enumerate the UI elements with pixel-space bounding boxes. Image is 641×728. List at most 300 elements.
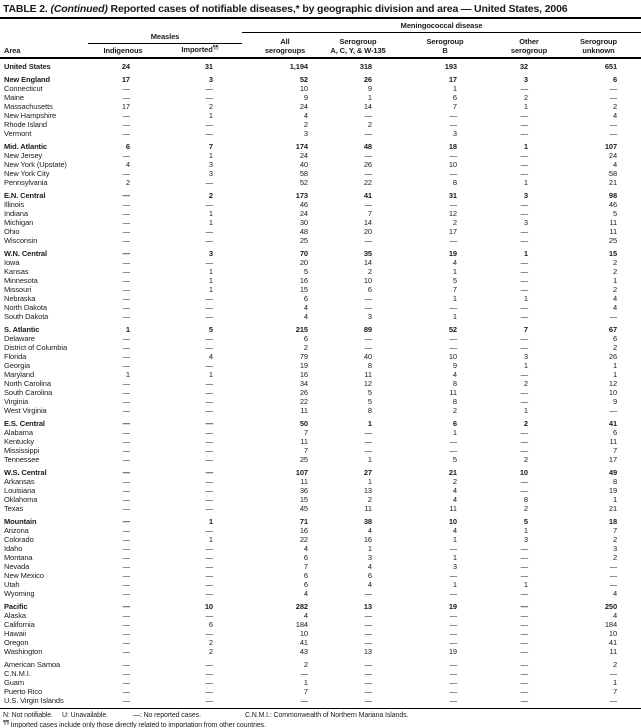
value-cell: 22 [299, 397, 308, 406]
value-cell: 24 [608, 151, 618, 160]
value-cell: 318 [359, 62, 372, 71]
spanner-row-measles [0, 32, 641, 43]
value-cell: 43 [299, 647, 308, 656]
value-cell: 32 [519, 62, 528, 71]
area-cell: E.N. Central [4, 191, 46, 200]
value-cell: 49 [608, 468, 618, 477]
footnote-cnmi: C.N.M.I.: Commonwealth of Northern Mariana Islands. [245, 712, 409, 719]
value-cell: 19 [448, 249, 457, 258]
table-row [0, 276, 641, 285]
value-cell: 26 [363, 75, 372, 84]
value-cell: 15 [608, 249, 618, 258]
area-cell: Alabama [4, 428, 33, 437]
value-cell: — [520, 151, 528, 160]
area-cell: Mountain [4, 517, 37, 526]
value-cell: 52 [299, 178, 308, 187]
area-cell: Nevada [4, 562, 30, 571]
value-cell: 8 [452, 379, 457, 388]
value-cell: — [609, 406, 618, 415]
value-cell: 1 [208, 111, 213, 120]
value-cell: — [520, 544, 528, 553]
value-cell: — [364, 294, 372, 303]
table-row [0, 379, 641, 388]
table-row [0, 151, 641, 160]
division-total-row [0, 71, 641, 84]
table-row [0, 129, 641, 138]
value-cell: — [520, 446, 528, 455]
value-cell: — [205, 312, 213, 321]
area-cell: Vermont [4, 129, 32, 138]
table-row [0, 629, 641, 638]
value-cell: 1 [452, 312, 457, 321]
value-cell: — [122, 495, 130, 504]
value-cell: — [205, 84, 213, 93]
value-cell: — [122, 620, 130, 629]
value-cell: 3 [523, 218, 528, 227]
value-cell: — [122, 544, 130, 553]
value-cell: 6 [125, 142, 130, 151]
value-cell: 21 [448, 468, 457, 477]
value-cell: 1 [612, 370, 618, 379]
value-cell: 11 [300, 437, 308, 446]
value-cell: 24 [121, 62, 130, 71]
value-cell: 41 [363, 191, 372, 200]
value-cell: — [122, 267, 130, 276]
value-cell: 40 [299, 160, 308, 169]
area-cell: Wisconsin [4, 236, 38, 245]
table-row [0, 486, 641, 495]
value-cell: 3 [367, 312, 372, 321]
value-cell: 40 [363, 352, 372, 361]
table-title-rest: Reported cases of notifiable diseases,* by geographic division and area — United States, 2006 [110, 3, 568, 15]
group-header-meningococcal-disease: Meningococcal disease [242, 19, 641, 32]
value-cell: 6 [452, 419, 457, 428]
value-cell: 58 [299, 169, 308, 178]
value-cell: — [205, 178, 213, 187]
table-row [0, 455, 641, 464]
division-total-row [0, 138, 641, 151]
value-cell: 35 [363, 249, 372, 258]
value-cell: — [364, 611, 372, 620]
value-cell: — [122, 218, 130, 227]
value-cell: 5 [367, 388, 372, 397]
area-cell: Michigan [4, 218, 34, 227]
value-cell: — [609, 312, 618, 321]
value-cell: — [364, 334, 372, 343]
area-cell: Maryland [4, 370, 35, 379]
value-cell: 2 [612, 267, 618, 276]
value-cell: 11 [609, 437, 618, 446]
value-cell: 6 [303, 571, 308, 580]
area-cell: Oklahoma [4, 495, 38, 504]
value-cell: 2 [452, 218, 457, 227]
area-cell: Washington [4, 647, 43, 656]
value-cell: — [520, 571, 528, 580]
value-cell: 67 [608, 325, 618, 334]
value-cell: 6 [208, 620, 213, 629]
value-cell: — [122, 660, 130, 669]
table-row [0, 656, 641, 669]
value-cell: 22 [299, 535, 308, 544]
value-cell: — [449, 687, 457, 696]
value-cell: — [520, 437, 528, 446]
value-cell: 10 [299, 84, 308, 93]
value-cell: 1 [208, 267, 213, 276]
value-cell: — [520, 84, 528, 93]
value-cell: 1 [125, 370, 130, 379]
column-header-all-serogroups: All serogroups [242, 32, 328, 58]
value-cell: — [205, 611, 213, 620]
value-cell: 1 [452, 428, 457, 437]
value-cell: 7 [303, 446, 308, 455]
value-cell: — [609, 84, 618, 93]
value-cell: — [205, 495, 213, 504]
area-cell: Kentucky [4, 437, 35, 446]
value-cell: 6 [612, 334, 618, 343]
value-cell: — [205, 406, 213, 415]
value-cell: 7 [303, 687, 308, 696]
value-cell: — [122, 397, 130, 406]
value-cell: 5 [303, 267, 308, 276]
value-cell: — [205, 428, 213, 437]
table-row [0, 120, 641, 129]
table-row [0, 687, 641, 696]
value-cell: 36 [299, 486, 308, 495]
value-cell: 250 [604, 602, 618, 611]
value-cell: — [205, 571, 213, 580]
table-header [0, 19, 641, 58]
value-cell: — [520, 236, 528, 245]
area-cell: Pacific [4, 602, 28, 611]
value-cell: — [122, 93, 130, 102]
value-cell: — [122, 406, 130, 415]
value-cell: 6 [303, 334, 308, 343]
area-cell: Kansas [4, 267, 29, 276]
footnote-not-notifiable: N: Not notifiable. [3, 712, 53, 719]
value-cell: 17 [448, 75, 457, 84]
spanner-row-meningococcal [0, 19, 641, 32]
value-cell: — [122, 361, 130, 370]
value-cell: — [122, 687, 130, 696]
footnote-marker-imported: ¶¶ [212, 44, 219, 51]
table-row [0, 370, 641, 379]
column-header-imported: Imported¶¶ [158, 43, 242, 58]
table-row [0, 437, 641, 446]
value-cell: 4 [612, 303, 618, 312]
value-cell: 79 [299, 352, 308, 361]
value-cell: — [449, 343, 457, 352]
value-cell: 6 [612, 428, 618, 437]
table-row [0, 209, 641, 218]
value-cell: 4 [452, 486, 457, 495]
value-cell: — [449, 111, 457, 120]
value-cell: — [520, 209, 528, 218]
division-total-row [0, 513, 641, 526]
value-cell: — [520, 343, 528, 352]
value-cell: — [520, 696, 528, 705]
value-cell: 4 [303, 111, 308, 120]
value-cell: — [449, 638, 457, 647]
table-body [0, 58, 641, 708]
value-cell: 107 [295, 468, 308, 477]
value-cell: 21 [608, 504, 618, 513]
value-cell: 1 [208, 535, 213, 544]
area-cell: American Samoa [4, 660, 61, 669]
value-cell: — [205, 258, 213, 267]
value-cell: 7 [452, 285, 457, 294]
value-cell: — [520, 129, 528, 138]
value-cell: 41 [299, 638, 308, 647]
table-row [0, 696, 641, 708]
value-cell: 8 [452, 397, 457, 406]
value-cell: 3 [523, 352, 528, 361]
area-cell: Mississippi [4, 446, 40, 455]
value-cell: — [520, 276, 528, 285]
area-cell: S. Atlantic [4, 325, 40, 334]
value-cell: — [449, 669, 457, 678]
value-cell: 14 [363, 102, 372, 111]
value-cell: — [609, 571, 618, 580]
area-cell: North Dakota [4, 303, 47, 312]
value-cell: — [122, 580, 130, 589]
column-header-other-serogroup: Other serogroup [502, 32, 556, 58]
value-cell: 5 [208, 325, 213, 334]
value-cell: 89 [363, 325, 372, 334]
area-cell: Tennessee [4, 455, 40, 464]
value-cell: 3 [208, 160, 213, 169]
value-cell: — [449, 571, 457, 580]
group-header-measles: Measles [88, 32, 242, 43]
value-cell: 38 [363, 517, 372, 526]
value-cell: 31 [204, 62, 213, 71]
area-cell: West Virginia [4, 406, 47, 415]
value-cell: — [520, 638, 528, 647]
value-cell: 1 [612, 495, 618, 504]
value-cell: 25 [299, 236, 308, 245]
value-cell: — [205, 468, 213, 477]
value-cell: 2 [612, 553, 618, 562]
notifiable-diseases-table [0, 19, 641, 708]
value-cell: — [364, 129, 372, 138]
value-cell: — [122, 191, 130, 200]
table-row [0, 294, 641, 303]
value-cell: — [205, 343, 213, 352]
value-cell: 1 [523, 102, 528, 111]
value-cell: 1 [367, 544, 372, 553]
value-cell: 34 [299, 379, 308, 388]
table-row [0, 611, 641, 620]
value-cell: — [122, 227, 130, 236]
value-cell: — [364, 236, 372, 245]
value-cell: 1 [367, 455, 372, 464]
value-cell: — [520, 669, 528, 678]
value-cell: 1 [452, 267, 457, 276]
value-cell: — [122, 696, 130, 705]
value-cell: — [609, 120, 618, 129]
division-total-row [0, 187, 641, 200]
value-cell: 173 [295, 191, 308, 200]
table-title [0, 0, 641, 17]
value-cell: — [205, 120, 213, 129]
value-cell: 2 [303, 660, 308, 669]
value-cell: 2 [523, 455, 528, 464]
value-cell: 7 [523, 325, 528, 334]
area-cell: Massachusetts [4, 102, 53, 111]
value-cell: 16 [299, 526, 308, 535]
value-cell: — [122, 589, 130, 598]
value-cell: 10 [363, 276, 372, 285]
value-cell: 2 [612, 258, 618, 267]
value-cell: — [122, 455, 130, 464]
value-cell: 1 [523, 580, 528, 589]
value-cell: — [205, 669, 213, 678]
value-cell: — [205, 696, 213, 705]
value-cell: 2 [367, 267, 372, 276]
value-cell: 1 [208, 209, 213, 218]
value-cell: 4 [612, 111, 618, 120]
value-cell: 12 [448, 209, 457, 218]
area-cell: Minnesota [4, 276, 38, 285]
value-cell: 46 [608, 200, 618, 209]
value-cell: 4 [612, 611, 618, 620]
value-cell: — [520, 660, 528, 669]
value-cell: 48 [299, 227, 308, 236]
value-cell: — [609, 562, 618, 571]
column-header-serogroup-b: Serogroup B [388, 32, 502, 58]
division-total-row [0, 321, 641, 334]
value-cell: 1 [523, 361, 528, 370]
value-cell: 20 [363, 227, 372, 236]
area-cell: Arkansas [4, 477, 35, 486]
value-cell: — [609, 93, 618, 102]
area-cell: North Carolina [4, 379, 51, 388]
value-cell: — [364, 169, 372, 178]
table-row [0, 678, 641, 687]
value-cell: — [205, 379, 213, 388]
value-cell: 4 [367, 562, 372, 571]
value-cell: — [122, 629, 130, 638]
value-cell: 5 [612, 209, 618, 218]
value-cell: 10 [448, 517, 457, 526]
table-title-continued: (Continued) [50, 3, 108, 15]
table-row [0, 544, 641, 553]
column-header-serogroup-unknown: Serogroup unknown [556, 32, 641, 58]
value-cell: 8 [612, 477, 618, 486]
value-cell: — [609, 669, 618, 678]
value-cell: — [122, 517, 130, 526]
value-cell: — [609, 129, 618, 138]
value-cell: — [520, 553, 528, 562]
value-cell: — [205, 419, 213, 428]
value-cell: 17 [448, 227, 457, 236]
value-cell: — [364, 660, 372, 669]
value-cell: — [122, 526, 130, 535]
value-cell: — [205, 93, 213, 102]
value-cell: — [364, 589, 372, 598]
value-cell: — [205, 687, 213, 696]
value-cell: 17 [121, 102, 130, 111]
value-cell: 8 [523, 495, 528, 504]
value-cell: — [205, 388, 213, 397]
value-cell: 26 [363, 160, 372, 169]
value-cell: 50 [299, 419, 308, 428]
value-cell: 2 [452, 406, 457, 415]
value-cell: — [205, 236, 213, 245]
area-cell: Montana [4, 553, 33, 562]
value-cell: — [122, 486, 130, 495]
value-cell: 7 [452, 102, 457, 111]
value-cell: — [609, 696, 618, 705]
value-cell: 1 [523, 294, 528, 303]
table-row [0, 352, 641, 361]
value-cell: 1 [452, 294, 457, 303]
value-cell: 58 [608, 169, 618, 178]
column-header-serogroup-acyw135: Serogroup A, C, Y, & W-135 [328, 32, 388, 58]
division-total-row [0, 598, 641, 611]
footnote-imported-text: Imported cases include only those directly related to importation from other countries. [10, 721, 266, 728]
value-cell: 11 [300, 406, 308, 415]
value-cell: — [449, 236, 457, 245]
value-cell: — [364, 200, 372, 209]
area-cell: Texas [4, 504, 24, 513]
value-cell: 46 [299, 200, 308, 209]
area-cell: Wyoming [4, 589, 35, 598]
value-cell: — [122, 602, 130, 611]
value-cell: 45 [299, 504, 308, 513]
area-cell: Georgia [4, 361, 30, 370]
footnotes [0, 709, 641, 728]
value-cell: — [122, 285, 130, 294]
table-row [0, 647, 641, 656]
value-cell: 6 [612, 75, 618, 84]
value-cell: 2 [303, 343, 308, 352]
value-cell: 19 [608, 486, 618, 495]
value-cell: — [520, 620, 528, 629]
value-cell: 215 [295, 325, 308, 334]
value-cell: — [364, 343, 372, 352]
value-cell: — [205, 629, 213, 638]
value-cell: — [449, 446, 457, 455]
table-row [0, 227, 641, 236]
value-cell: 2 [367, 495, 372, 504]
value-cell: — [122, 437, 130, 446]
value-cell: 3 [367, 553, 372, 562]
value-cell: — [364, 428, 372, 437]
value-cell: 1 [612, 361, 618, 370]
value-cell: — [520, 120, 528, 129]
value-cell: — [520, 303, 528, 312]
table-row [0, 526, 641, 535]
area-cell: Iowa [4, 258, 20, 267]
value-cell: 24 [299, 151, 308, 160]
value-cell: — [122, 419, 130, 428]
area-cell: New Mexico [4, 571, 44, 580]
area-cell: W.S. Central [4, 468, 47, 477]
value-cell: — [122, 468, 130, 477]
value-cell: 22 [363, 178, 372, 187]
footnote-imported-cases [3, 719, 639, 728]
area-cell: Virginia [4, 397, 29, 406]
value-cell: — [449, 589, 457, 598]
table-row [0, 535, 641, 544]
value-cell: 282 [295, 602, 308, 611]
table-row [0, 553, 641, 562]
value-cell: 10 [608, 629, 618, 638]
value-cell: 1 [208, 285, 213, 294]
value-cell: 1 [367, 93, 372, 102]
value-cell: — [449, 169, 457, 178]
value-cell: — [205, 455, 213, 464]
